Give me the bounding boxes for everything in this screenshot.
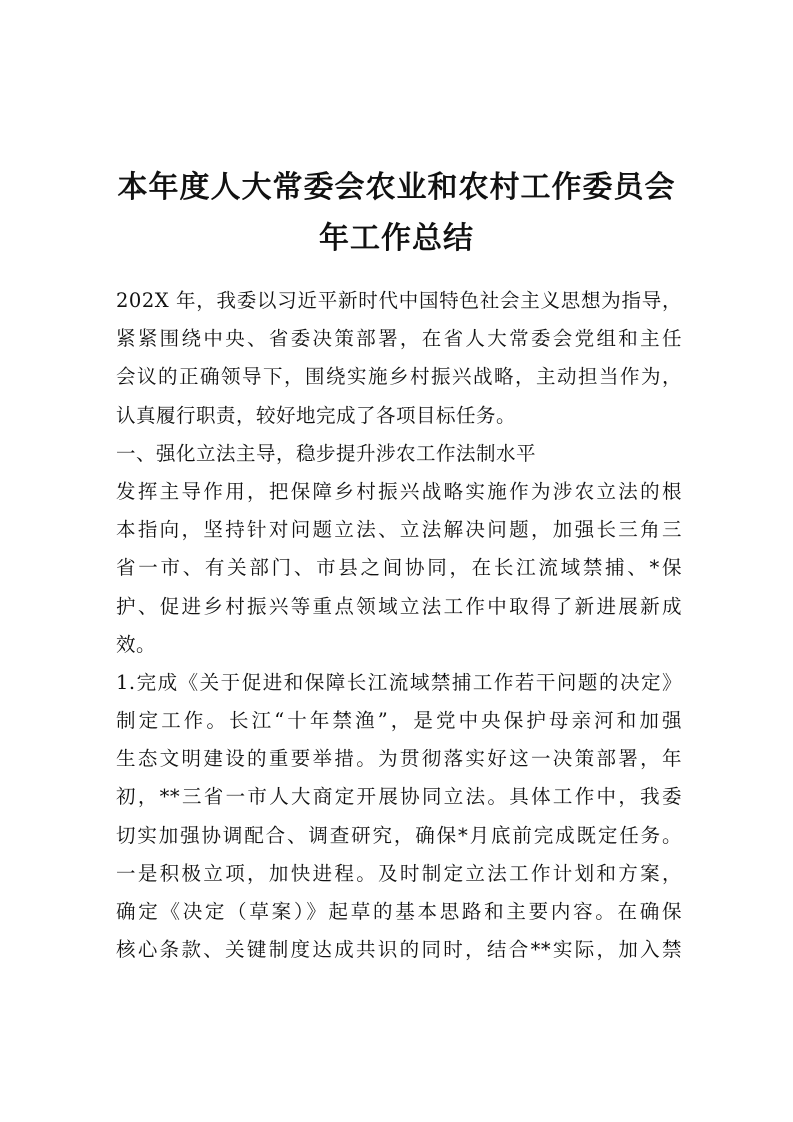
document-title-line-1: 本年度人大常委会农业和农村工作委员会 [117, 170, 676, 205]
text-line: 切实加强协调配合、调查研究，确保*月底前完成既定任务。 [116, 823, 682, 847]
text-line: 初，**三省一市人大商定开展协同立法。具体工作中，我委 [116, 785, 682, 809]
text-line: 本指向，坚持针对问题立法、立法解决问题，加强长三角三 [116, 518, 682, 542]
text-line: 1.完成《关于促进和保障长江流域禁捕工作若干问题的决定》 [116, 670, 682, 694]
text-line: 效。 [116, 632, 157, 656]
text-line: 紧紧围绕中央、省委决策部署，在省人大常委会党组和主任 [116, 327, 682, 351]
text-line: 一、强化立法主导，稳步提升涉农工作法制水平 [116, 441, 537, 465]
text-line: 制定工作。长江“十年禁渔”，是党中央保护母亲河和加强 [116, 709, 682, 733]
text-line: 确定《决定（草案）》起草的基本思路和主要内容。在确保 [116, 900, 682, 923]
text-line: 核心条款、关键制度达成共识的同时，结合**实际，加入禁 [116, 938, 682, 962]
text-line: 发挥主导作用，把保障乡村振兴战略实施作为涉农立法的根 [116, 479, 682, 503]
text-line: 202X 年，我委以习近平新时代中国特色社会主义思想为指导， [116, 289, 682, 312]
document-body [116, 282, 682, 969]
text-line: 一是积极立项，加快进程。及时制定立法工作计划和方案， [116, 861, 682, 885]
text-line: 认真履行职责，较好地完成了各项目标任务。 [116, 403, 517, 427]
text-line: 会议的正确领导下，围绕实施乡村振兴战略，主动担当作为， [116, 365, 682, 389]
text-line: 省一市、有关部门、市县之间协同，在长江流域禁捕、*保 [116, 556, 682, 580]
text-line: 生态文明建设的重要举措。为贯彻落实好这一决策部署，年 [116, 747, 682, 771]
document-title-line-2: 年工作总结 [319, 221, 474, 256]
text-line: 护、促进乡村振兴等重点领域立法工作中取得了新进展新成 [116, 594, 682, 618]
